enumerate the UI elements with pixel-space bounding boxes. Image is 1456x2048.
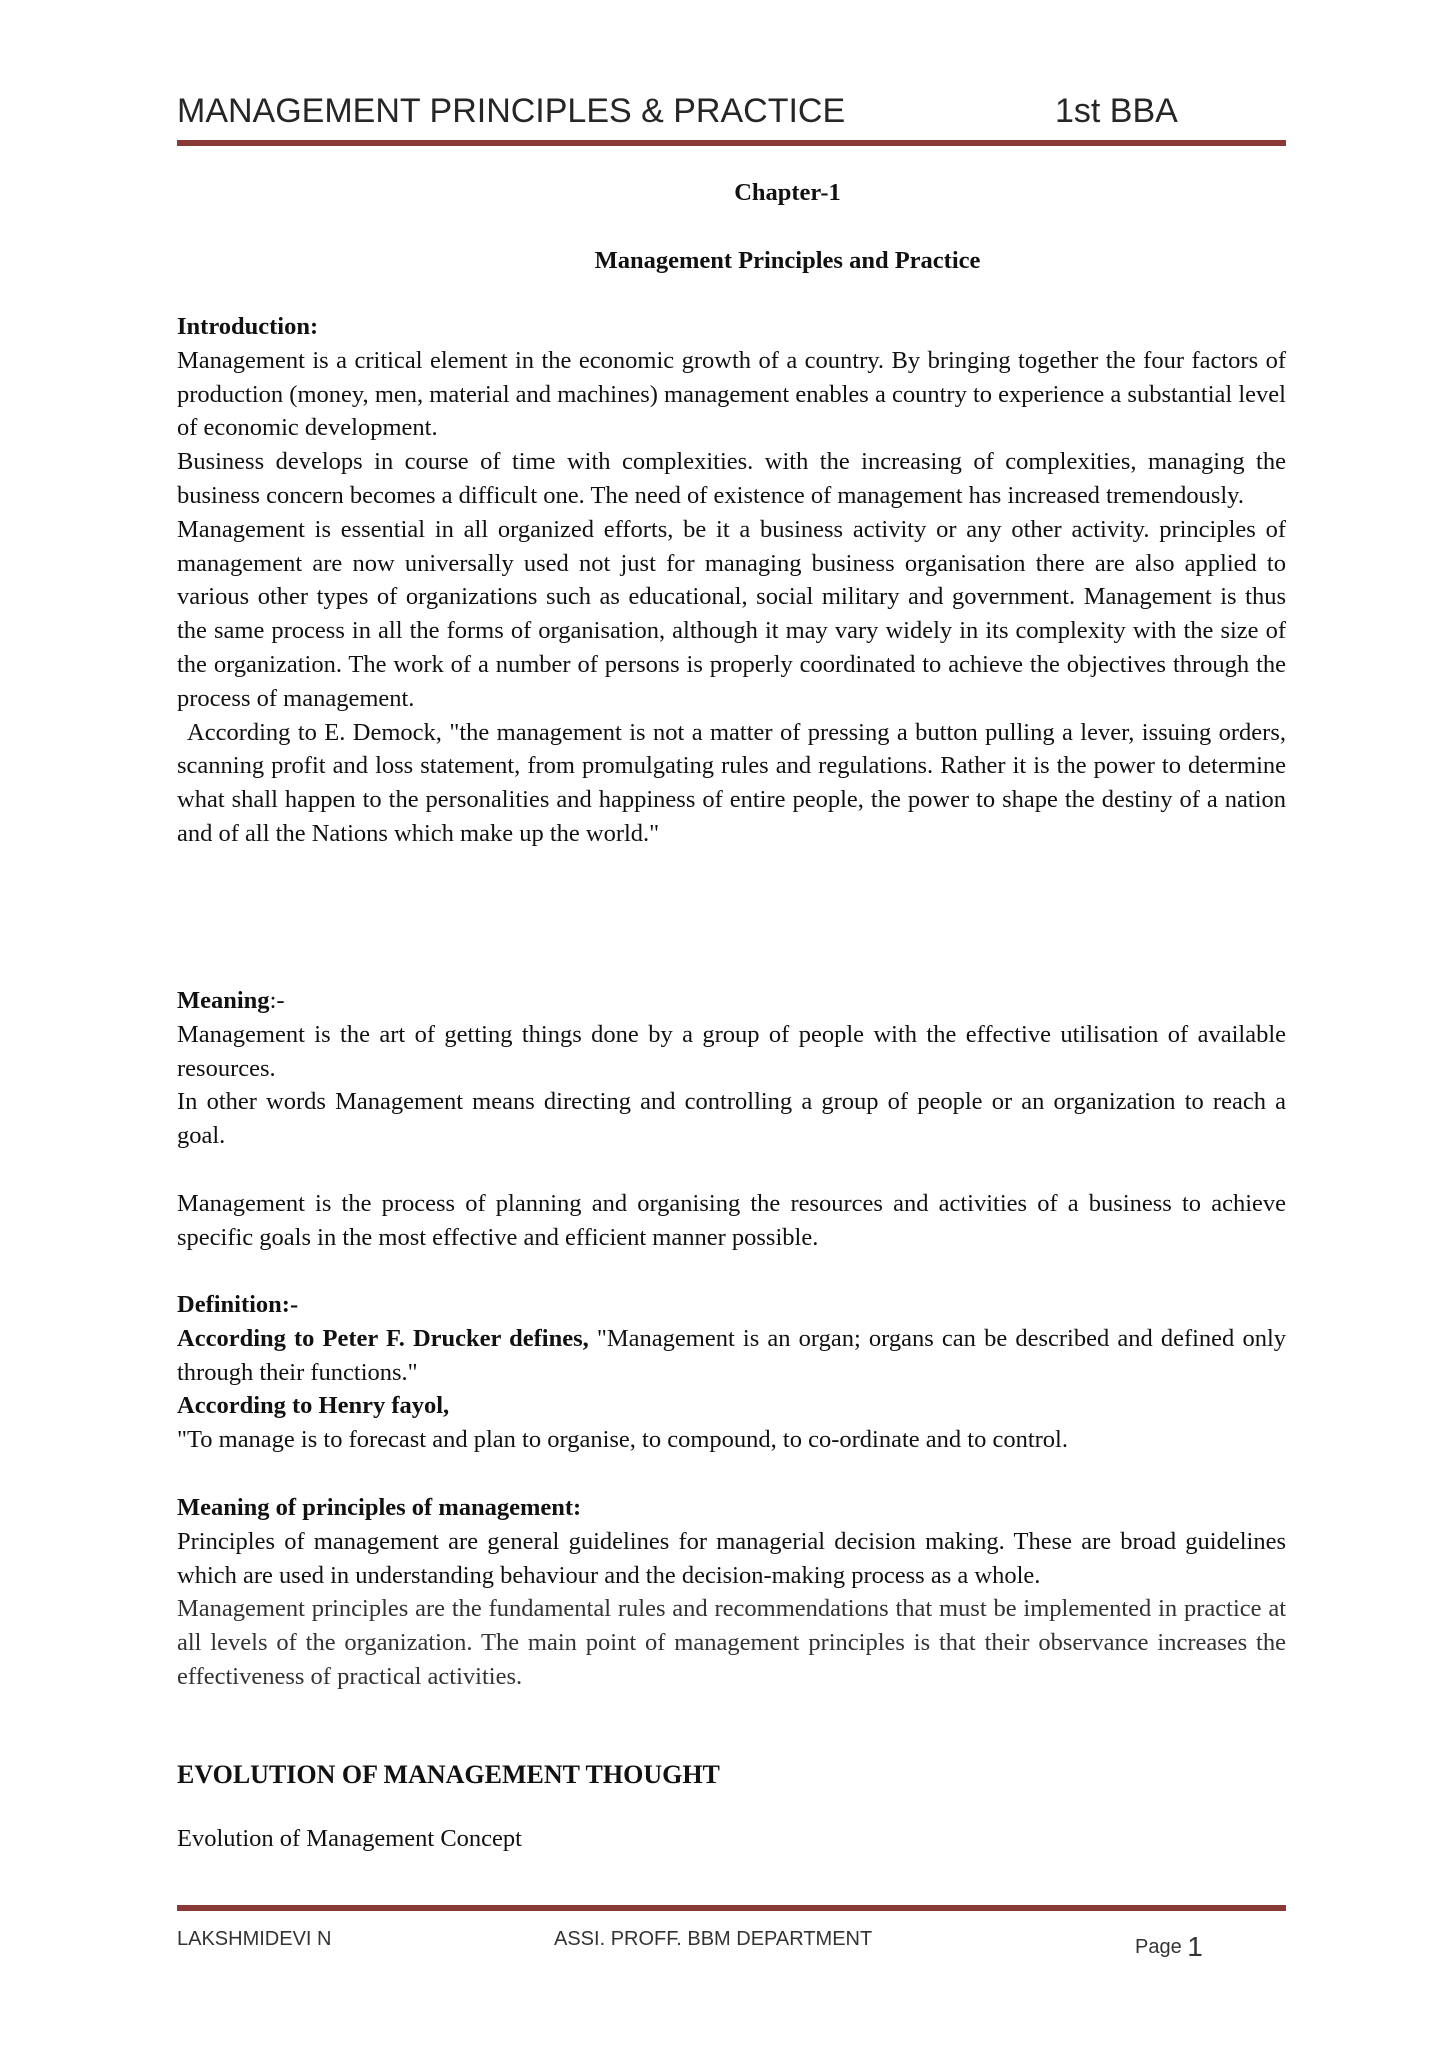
header-rule	[177, 140, 1286, 146]
page-footer	[177, 1920, 1286, 1962]
evolution-section	[177, 1758, 1286, 1856]
header-course: 1st BBA	[1055, 92, 1178, 130]
footer-author: LAKSHMIDEVI N	[177, 1928, 332, 1950]
principles-paragraph-1: Principles of management are general guidelines for managerial decision making. These are broad guidelines which are used in understanding behaviour and the decision-making process as a whole.	[177, 1527, 1286, 1589]
introduction-section	[177, 310, 1286, 851]
meaning-heading	[177, 984, 1286, 1018]
definition-section	[177, 1288, 1286, 1457]
intro-paragraph-4: According to E. Demock, "the management is not a matter of pressing a button pulling a lever, issuing orders, scanning profit and loss statement, from promulgating rules and regulations. Rather it is the power to determine what shall happen to the personalities and happiness of entire people, the power to shape the destiny of a nation and of all the Nations which make up the world."	[177, 718, 1286, 847]
principles-section	[177, 1491, 1286, 1694]
meaning-paragraph-2: In other words Management means directing and controlling a group of people or an organization to reach a goal.	[177, 1088, 1286, 1150]
fayol-quote: "To manage is to forecast and plan to organise, to compound, to co-ordinate and to control.	[177, 1426, 1068, 1454]
chapter-label: Chapter-1	[734, 179, 841, 206]
intro-paragraph-1: Management is a critical element in the economic growth of a country. By bringing together the four factors of production (money, men, material and machines) management enables a country to experience a substantial level of economic development.	[177, 346, 1286, 442]
evolution-heading: EVOLUTION OF MANAGEMENT THOUGHT	[177, 1760, 720, 1789]
footer-department: ASSI. PROFF. BBM DEPARTMENT	[554, 1928, 873, 1950]
chapter-title: Management Principles and Practice	[594, 247, 981, 274]
intro-paragraph-3: Management is essential in all organized efforts, be it a business activity or any other activity. principles of management are now universally used not just for managing business organisation there are also applied to various other types of organizations such as educational, social military and government. Management is thus the same process in all the forms of organisation, although it may vary widely in its complexity with the size of the organization. The work of a number of persons is properly coordinated to achieve the objectives through the process of management.	[177, 515, 1286, 712]
footer-rule	[177, 1905, 1286, 1911]
definition-heading: Definition:-	[177, 1291, 299, 1318]
drucker-definition	[177, 1322, 1286, 1390]
principles-heading: Meaning of principles of management:	[177, 1494, 582, 1521]
evolution-subheading: Evolution of Management Concept	[177, 1824, 522, 1852]
meaning-heading-text: Meaning	[177, 987, 270, 1014]
drucker-lead: According to Peter F. Drucker defines,	[177, 1324, 597, 1352]
principles-paragraph-2: Management principles are the fundamental rules and recommendations that must be implemented in practice at all levels of the organization. The main point of management principles is that their observance increases the effectiveness of practical activities.	[177, 1595, 1286, 1690]
meaning-section	[177, 984, 1286, 1254]
page-header	[177, 92, 1286, 136]
intro-paragraph-2: Business develops in course of time with complexities. with the increasing of complexities, managing the business concern becomes a difficult one. The need of existence of management has increased tremendously.	[177, 448, 1286, 509]
header-title: MANAGEMENT PRINCIPLES & PRACTICE	[177, 92, 846, 130]
footer-page	[1135, 1928, 1203, 1960]
footer-page-number: 1	[1187, 1931, 1203, 1962]
meaning-heading-suffix: :-	[269, 987, 285, 1014]
drucker-quote: "Management is an organ; organs can be described and defined only through their functions."	[177, 1324, 1286, 1386]
introduction-heading: Introduction:	[177, 313, 319, 340]
fayol-lead: According to Henry fayol,	[177, 1392, 450, 1420]
meaning-paragraph-1: Management is the art of getting things done by a group of people with the effective utilisation of available resources.	[177, 1020, 1286, 1082]
meaning-paragraph-3: Management is the process of planning and organising the resources and activities of a business to achieve specific goals in the most effective and efficient manner possible.	[177, 1189, 1286, 1251]
footer-page-label: Page	[1135, 1936, 1182, 1958]
